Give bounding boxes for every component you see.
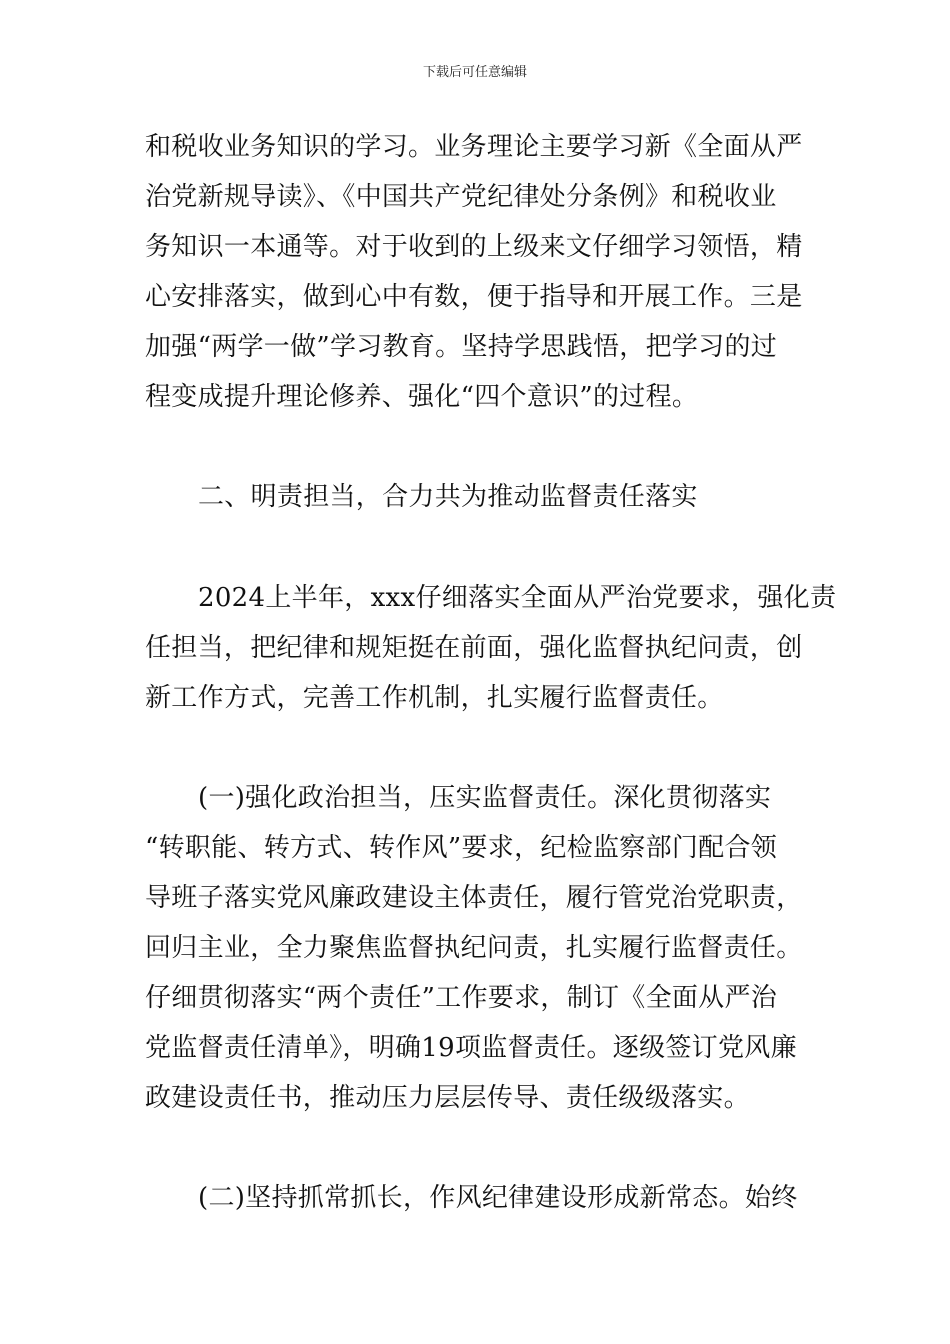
paragraph-line: 党监督责任清单》，明确19项监督责任。逐级签订党风廉	[145, 1033, 797, 1063]
paragraph-line: 新工作方式，完善工作机制，扎实履行监督责任。	[145, 683, 724, 713]
paragraph-line: (一)强化政治担当，压实监督责任。深化贯彻落实	[198, 783, 772, 813]
page-header-note: 下载后可任意编辑	[422, 65, 527, 80]
section-heading: 二、明责担当，合力共为推动监督责任落实	[198, 482, 698, 512]
paragraph-line: 政建设责任书，推动压力层层传导、责任级级落实。	[145, 1083, 750, 1113]
paragraph-line: “转职能、转方式、转作风”要求，纪检监察部门配合领	[145, 833, 778, 863]
paragraph-line: 心安排落实，做到心中有数，便于指导和开展工作。三是	[145, 282, 803, 312]
paragraph-line: 2024上半年，xxx仔细落实全面从严治党要求，强化责	[198, 583, 837, 613]
paragraph-line: 回归主业，全力聚焦监督执纪问责，扎实履行监督责任。	[145, 933, 803, 963]
paragraph-line: 和税收业务知识的学习。业务理论主要学习新《全面从严	[145, 132, 803, 162]
paragraph-line: 治党新规导读》、《中国共产党纪律处分条例》和税收业	[145, 182, 777, 212]
paragraph-line: (二)坚持抓常抓长，作风纪律建设形成新常态。始终	[198, 1183, 798, 1213]
paragraph-line: 任担当，把纪律和规矩挺在前面，强化监督执纪问责，创	[145, 633, 803, 663]
paragraph-line: 加强“两学一做”学习教育。坚持学思践悟，把学习的过	[145, 332, 778, 362]
paragraph-line: 仔细贯彻落实“两个责任”工作要求，制订《全面从严治	[145, 983, 778, 1013]
paragraph-line: 导班子落实党风廉政建设主体责任，履行管党治党职责，	[145, 883, 803, 913]
paragraph-line: 程变成提升理论修养、强化“四个意识”的过程。	[145, 382, 699, 412]
paragraph-line: 务知识一本通等。对于收到的上级来文仔细学习领悟，精	[145, 232, 803, 262]
